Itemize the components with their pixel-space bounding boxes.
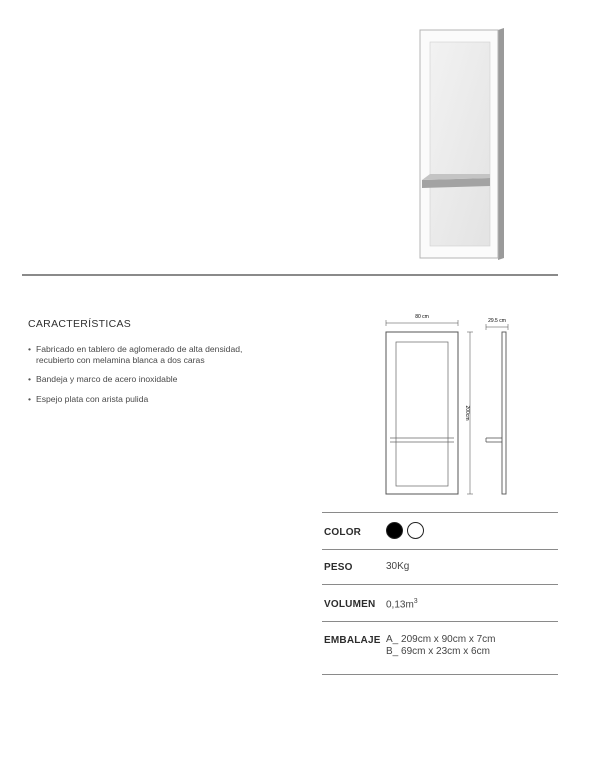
width-label: 80 cm bbox=[415, 314, 429, 320]
product-image bbox=[418, 28, 506, 260]
technical-drawing bbox=[378, 306, 518, 506]
color-swatch-white[interactable] bbox=[407, 522, 424, 539]
embalaje-values bbox=[386, 634, 495, 658]
section-divider bbox=[22, 274, 558, 276]
spec-row-color bbox=[322, 512, 558, 549]
embalaje-label: EMBALAJE bbox=[324, 635, 381, 646]
peso-value: 30Kg bbox=[386, 561, 410, 572]
feature-item: • Fabricado en tablero de aglomerado de alta densidad, recubierto con melamina blanca a dos caras bbox=[28, 344, 248, 366]
volumen-exponent: 3 bbox=[413, 598, 418, 605]
embalaje-line-a: A_ 209cm x 90cm x 7cm bbox=[386, 634, 496, 645]
color-swatch-black[interactable] bbox=[386, 522, 403, 539]
side-view-panel bbox=[502, 332, 506, 494]
depth-label: 29.5 cm bbox=[488, 318, 506, 324]
front-view-outline bbox=[386, 332, 458, 494]
specs-table bbox=[322, 512, 558, 675]
panel-side bbox=[498, 28, 504, 260]
features-title: CARACTERÍSTICAS bbox=[28, 318, 132, 330]
spec-row-volumen bbox=[322, 584, 558, 621]
embalaje-line-b: B_ 69cm x 23cm x 6cm bbox=[386, 646, 490, 657]
front-view-mirror bbox=[396, 342, 448, 486]
mirror bbox=[430, 42, 490, 246]
feature-item: • Bandeja y marco de acero inoxidable bbox=[28, 374, 248, 385]
volumen-value bbox=[386, 598, 418, 610]
volumen-label: VOLUMEN bbox=[324, 599, 376, 610]
color-swatches bbox=[386, 522, 428, 539]
feature-item: • Espejo plata con arista pulida bbox=[28, 394, 248, 405]
height-label: 200cm bbox=[464, 405, 470, 421]
spec-row-embalaje bbox=[322, 621, 558, 675]
features-list bbox=[28, 344, 248, 413]
peso-label: PESO bbox=[324, 562, 353, 573]
volumen-number: 0,13m bbox=[386, 599, 414, 611]
color-label: COLOR bbox=[324, 527, 362, 538]
spec-row-peso bbox=[322, 549, 558, 584]
